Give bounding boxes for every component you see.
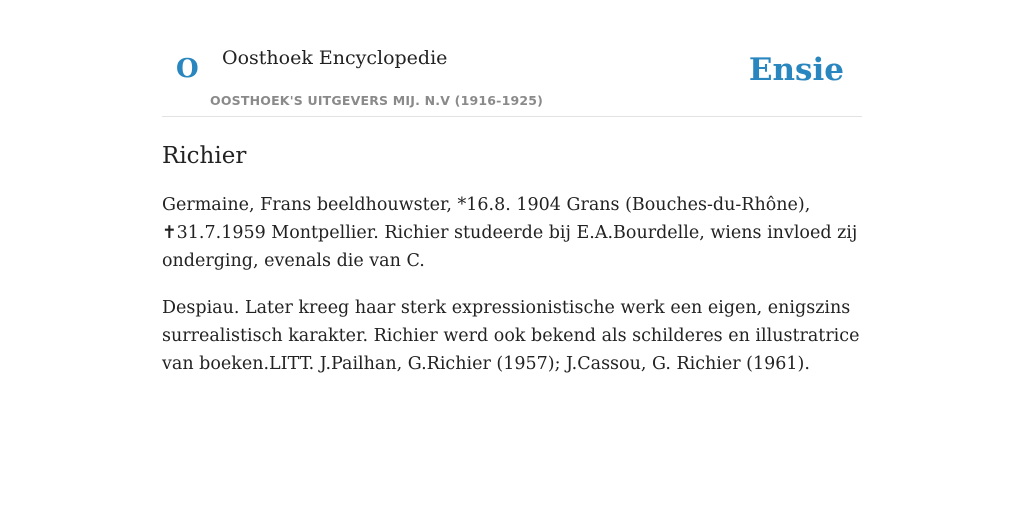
publisher-subtitle: OOSTHOEK'S UITGEVERS MIJ. N.V (1916-1925)	[210, 93, 544, 108]
entry-title: Richier	[162, 143, 247, 169]
encyclopedia-logo[interactable]: O	[176, 54, 199, 84]
entry-paragraph: Despiau. Later kreeg haar sterk expressionistische werk een eigen, enigszins surrealistisch karakter. Richier werd ook bekend als schilderes en illustratrice van boeken.LITT. J.Pailhan, G.Richier (1957); J.Cassou, G. Richier (1961).	[162, 298, 860, 374]
entry-paragraph: Germaine, Frans beeldhouwster, *16.8. 1904 Grans (Bouches-du-Rhône), ✝31.7.1959 Montpellier. Richier studeerde bij E.A.Bourdelle, wiens invloed zij onderging, evenals die van C.	[162, 195, 858, 271]
ensie-home-link[interactable]: Ensie	[748, 52, 844, 88]
content-container	[162, 0, 862, 378]
site-title[interactable]: Oosthoek Encyclopedie	[222, 47, 448, 69]
header	[162, 0, 862, 117]
